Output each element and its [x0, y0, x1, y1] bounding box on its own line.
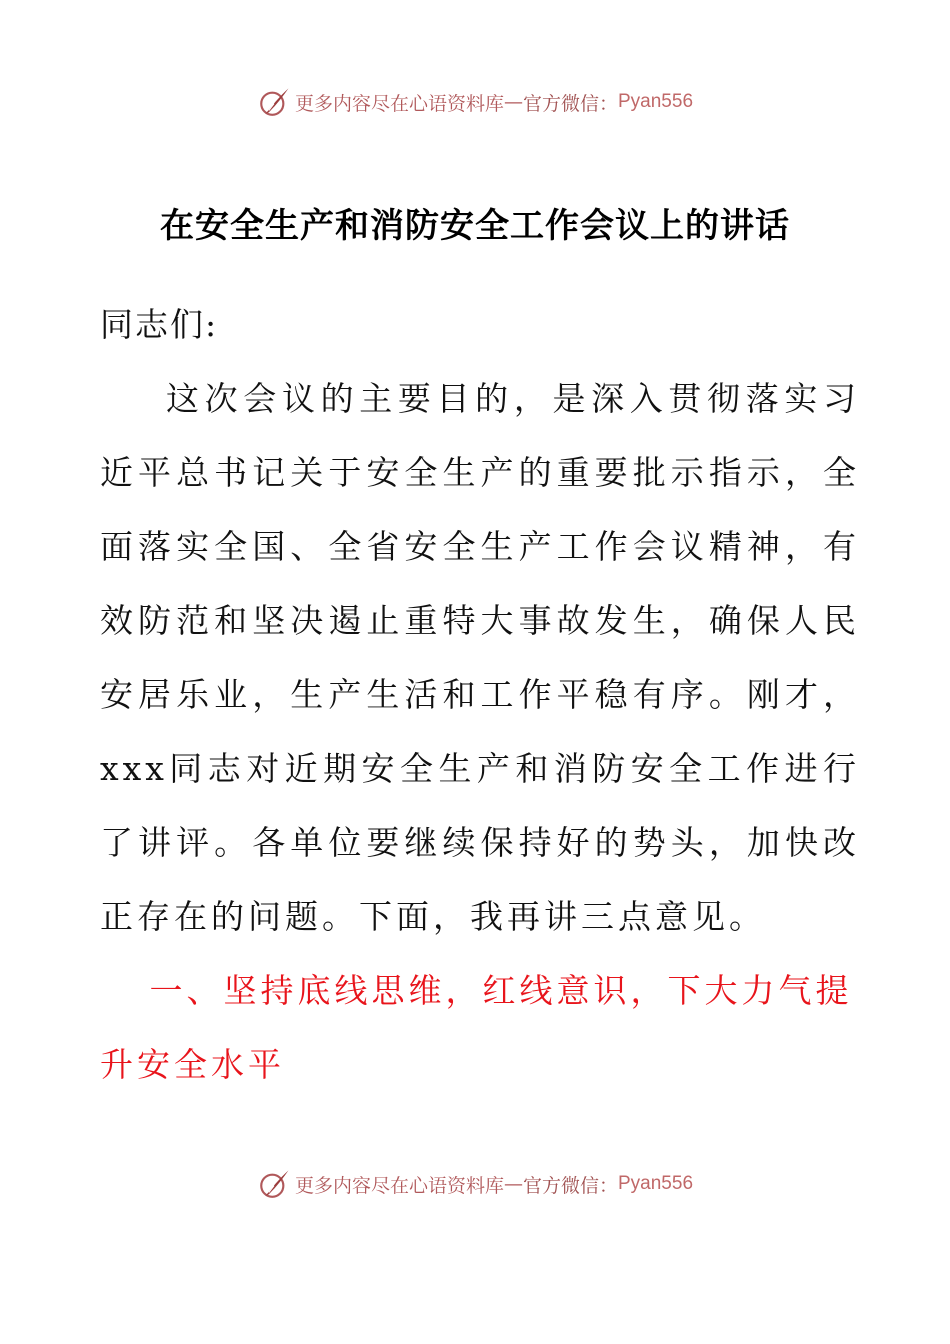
banner-text: 更多内容尽在心语资料库: [294, 92, 504, 115]
footer-banner: [0, 1164, 950, 1204]
banner-wechat-id: Pyan556: [618, 1173, 694, 1194]
quill-pen-circle-icon: [257, 1167, 291, 1201]
paragraph-intro: 这次会议的主要目的，是深入贯彻落实习近平总书记关于安全生产的重要批示指示，全面落实全国、全省安全生产工作会议精神，有效防范和坚决遏止重特大事故发生，确保人民安居乐业，生产生活和工作平稳有序。刚才，xxx同志对近期安全生产和消防安全工作进行了讲评。各单位要继续保持好的势头，加快改正存在的问题。下面，我再讲三点意见。: [100, 379, 860, 936]
banner-wechat-id: Pyan556: [618, 91, 694, 112]
banner-text: 更多内容尽在心语资料库: [294, 1174, 504, 1197]
header-banner: [0, 82, 950, 122]
document-body: [100, 288, 860, 1102]
section-heading-1: 一、坚持底线思维，红线意识，下大力气提升安全水平: [100, 971, 853, 1084]
banner-wechat-label: 官方微信：: [522, 92, 618, 115]
quill-pen-circle-icon: [257, 85, 291, 119]
document-title: 在安全生产和消防安全工作会议上的讲话: [160, 206, 790, 246]
banner-wechat-label: 官方微信：: [522, 1174, 618, 1197]
banner-dash: —: [503, 1173, 523, 1195]
banner-dash: —: [503, 91, 523, 113]
greeting: 同志们:: [100, 305, 219, 344]
